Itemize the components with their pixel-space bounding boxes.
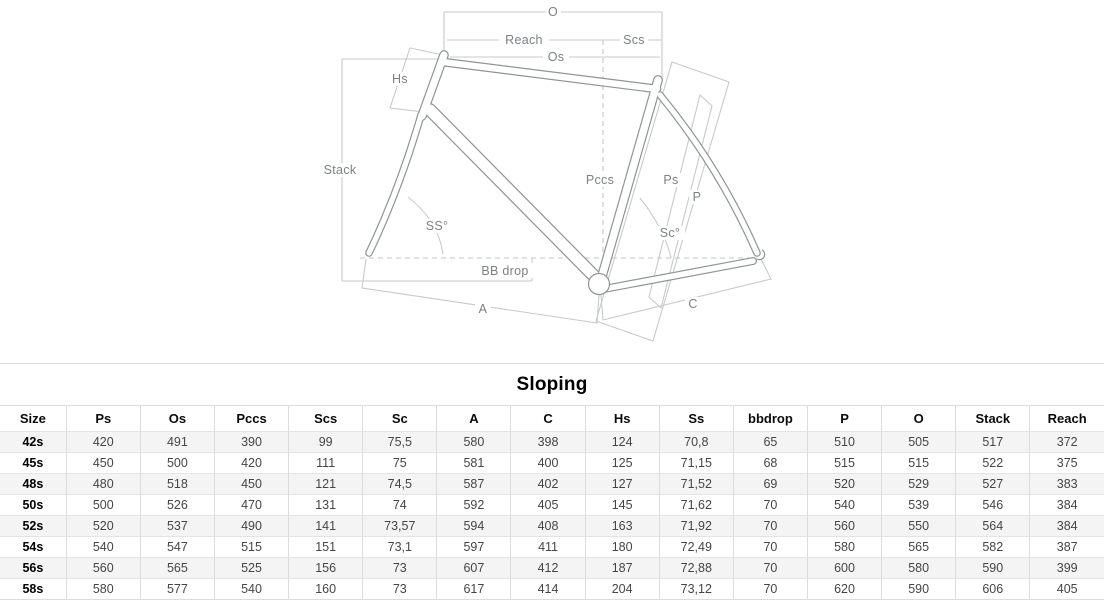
value-cell: 564 <box>956 516 1030 537</box>
value-cell: 540 <box>807 495 881 516</box>
value-cell: 204 <box>585 579 659 600</box>
value-cell: 71,92 <box>659 516 733 537</box>
value-cell: 141 <box>289 516 363 537</box>
column-header-o: O <box>882 406 956 432</box>
value-cell: 580 <box>807 537 881 558</box>
value-cell: 525 <box>214 558 288 579</box>
bike-frame-outline <box>369 55 757 289</box>
value-cell: 151 <box>289 537 363 558</box>
value-cell: 510 <box>807 432 881 453</box>
value-cell: 606 <box>956 579 1030 600</box>
value-cell: 526 <box>140 495 214 516</box>
value-cell: 384 <box>1030 516 1104 537</box>
value-cell: 399 <box>1030 558 1104 579</box>
value-cell: 518 <box>140 474 214 495</box>
value-cell: 69 <box>733 474 807 495</box>
value-cell: 68 <box>733 453 807 474</box>
value-cell: 75 <box>363 453 437 474</box>
value-cell: 617 <box>437 579 511 600</box>
column-header-scs: Scs <box>289 406 363 432</box>
value-cell: 70 <box>733 537 807 558</box>
value-cell: 127 <box>585 474 659 495</box>
label-reach: Reach <box>505 33 543 47</box>
value-cell: 70 <box>733 516 807 537</box>
value-cell: 160 <box>289 579 363 600</box>
value-cell: 121 <box>289 474 363 495</box>
value-cell: 520 <box>66 516 140 537</box>
size-cell: 48s <box>0 474 66 495</box>
value-cell: 594 <box>437 516 511 537</box>
label-a: A <box>478 302 488 316</box>
value-cell: 470 <box>214 495 288 516</box>
table-row-52s <box>0 516 1104 537</box>
column-header-c: C <box>511 406 585 432</box>
value-cell: 111 <box>289 453 363 474</box>
value-cell: 565 <box>882 537 956 558</box>
label-ps: Ps <box>663 173 679 187</box>
value-cell: 74,5 <box>363 474 437 495</box>
value-cell: 529 <box>882 474 956 495</box>
label-bb-drop: BB drop <box>481 264 529 278</box>
table-row-56s <box>0 558 1104 579</box>
table-row-42s <box>0 432 1104 453</box>
value-cell: 400 <box>511 453 585 474</box>
value-cell: 405 <box>511 495 585 516</box>
value-cell: 537 <box>140 516 214 537</box>
size-cell: 58s <box>0 579 66 600</box>
value-cell: 180 <box>585 537 659 558</box>
label-p: P <box>692 190 702 204</box>
value-cell: 522 <box>956 453 1030 474</box>
value-cell: 500 <box>66 495 140 516</box>
value-cell: 125 <box>585 453 659 474</box>
value-cell: 600 <box>807 558 881 579</box>
value-cell: 540 <box>66 537 140 558</box>
value-cell: 560 <box>807 516 881 537</box>
value-cell: 72,88 <box>659 558 733 579</box>
value-cell: 520 <box>807 474 881 495</box>
size-cell: 45s <box>0 453 66 474</box>
table-row-45s <box>0 453 1104 474</box>
value-cell: 387 <box>1030 537 1104 558</box>
size-cell: 52s <box>0 516 66 537</box>
value-cell: 408 <box>511 516 585 537</box>
label-c: C <box>688 297 698 311</box>
value-cell: 580 <box>437 432 511 453</box>
geometry-table-section <box>0 363 1104 600</box>
value-cell: 515 <box>882 453 956 474</box>
value-cell: 547 <box>140 537 214 558</box>
value-cell: 515 <box>807 453 881 474</box>
value-cell: 515 <box>214 537 288 558</box>
column-header-p: P <box>807 406 881 432</box>
column-header-os: Os <box>140 406 214 432</box>
value-cell: 450 <box>66 453 140 474</box>
value-cell: 74 <box>363 495 437 516</box>
value-cell: 124 <box>585 432 659 453</box>
value-cell: 582 <box>956 537 1030 558</box>
column-header-a: A <box>437 406 511 432</box>
value-cell: 597 <box>437 537 511 558</box>
value-cell: 450 <box>214 474 288 495</box>
value-cell: 71,62 <box>659 495 733 516</box>
value-cell: 156 <box>289 558 363 579</box>
value-cell: 73,12 <box>659 579 733 600</box>
value-cell: 505 <box>882 432 956 453</box>
value-cell: 590 <box>882 579 956 600</box>
value-cell: 500 <box>140 453 214 474</box>
label-pccs: Pccs <box>585 173 615 187</box>
value-cell: 607 <box>437 558 511 579</box>
value-cell: 73 <box>363 579 437 600</box>
value-cell: 565 <box>140 558 214 579</box>
label-o: O <box>547 5 559 19</box>
geometry-table <box>0 405 1104 600</box>
size-cell: 50s <box>0 495 66 516</box>
label-os: Os <box>547 50 565 64</box>
value-cell: 527 <box>956 474 1030 495</box>
size-cell: 54s <box>0 537 66 558</box>
column-header-pccs: Pccs <box>214 406 288 432</box>
value-cell: 99 <box>289 432 363 453</box>
value-cell: 491 <box>140 432 214 453</box>
value-cell: 490 <box>214 516 288 537</box>
label-ss-angle: SS° <box>425 219 449 233</box>
column-header-ps: Ps <box>66 406 140 432</box>
value-cell: 70 <box>733 558 807 579</box>
value-cell: 75,5 <box>363 432 437 453</box>
diagram-labels <box>318 5 705 316</box>
value-cell: 73 <box>363 558 437 579</box>
table-row-50s <box>0 495 1104 516</box>
value-cell: 145 <box>585 495 659 516</box>
column-header-stack: Stack <box>956 406 1030 432</box>
value-cell: 560 <box>66 558 140 579</box>
value-cell: 577 <box>140 579 214 600</box>
table-row-48s <box>0 474 1104 495</box>
value-cell: 480 <box>66 474 140 495</box>
size-cell: 42s <box>0 432 66 453</box>
value-cell: 411 <box>511 537 585 558</box>
value-cell: 420 <box>66 432 140 453</box>
value-cell: 372 <box>1030 432 1104 453</box>
bottom-bracket-circle <box>589 274 610 295</box>
column-header-reach: Reach <box>1030 406 1104 432</box>
value-cell: 163 <box>585 516 659 537</box>
value-cell: 70,8 <box>659 432 733 453</box>
value-cell: 70 <box>733 579 807 600</box>
value-cell: 390 <box>214 432 288 453</box>
value-cell: 592 <box>437 495 511 516</box>
value-cell: 70 <box>733 495 807 516</box>
value-cell: 71,52 <box>659 474 733 495</box>
value-cell: 383 <box>1030 474 1104 495</box>
value-cell: 375 <box>1030 453 1104 474</box>
label-hs: Hs <box>392 72 408 86</box>
value-cell: 131 <box>289 495 363 516</box>
value-cell: 420 <box>214 453 288 474</box>
column-header-hs: Hs <box>585 406 659 432</box>
label-stack: Stack <box>323 163 357 177</box>
size-cell: 56s <box>0 558 66 579</box>
label-scs: Scs <box>623 33 645 47</box>
label-sc-angle: Sc° <box>659 226 681 240</box>
value-cell: 72,49 <box>659 537 733 558</box>
value-cell: 539 <box>882 495 956 516</box>
table-row-58s <box>0 579 1104 600</box>
table-title: Sloping <box>516 374 588 395</box>
value-cell: 398 <box>511 432 585 453</box>
value-cell: 580 <box>882 558 956 579</box>
value-cell: 384 <box>1030 495 1104 516</box>
value-cell: 65 <box>733 432 807 453</box>
value-cell: 187 <box>585 558 659 579</box>
value-cell: 402 <box>511 474 585 495</box>
value-cell: 412 <box>511 558 585 579</box>
value-cell: 580 <box>66 579 140 600</box>
value-cell: 71,15 <box>659 453 733 474</box>
value-cell: 517 <box>956 432 1030 453</box>
value-cell: 405 <box>1030 579 1104 600</box>
table-row-54s <box>0 537 1104 558</box>
column-header-ss: Ss <box>659 406 733 432</box>
value-cell: 546 <box>956 495 1030 516</box>
column-header-sc: Sc <box>363 406 437 432</box>
column-header-bbdrop: bbdrop <box>733 406 807 432</box>
value-cell: 73,57 <box>363 516 437 537</box>
value-cell: 540 <box>214 579 288 600</box>
value-cell: 590 <box>956 558 1030 579</box>
value-cell: 550 <box>882 516 956 537</box>
value-cell: 581 <box>437 453 511 474</box>
value-cell: 73,1 <box>363 537 437 558</box>
value-cell: 414 <box>511 579 585 600</box>
header-row <box>0 406 1104 432</box>
value-cell: 587 <box>437 474 511 495</box>
column-header-size: Size <box>0 406 66 432</box>
value-cell: 620 <box>807 579 881 600</box>
